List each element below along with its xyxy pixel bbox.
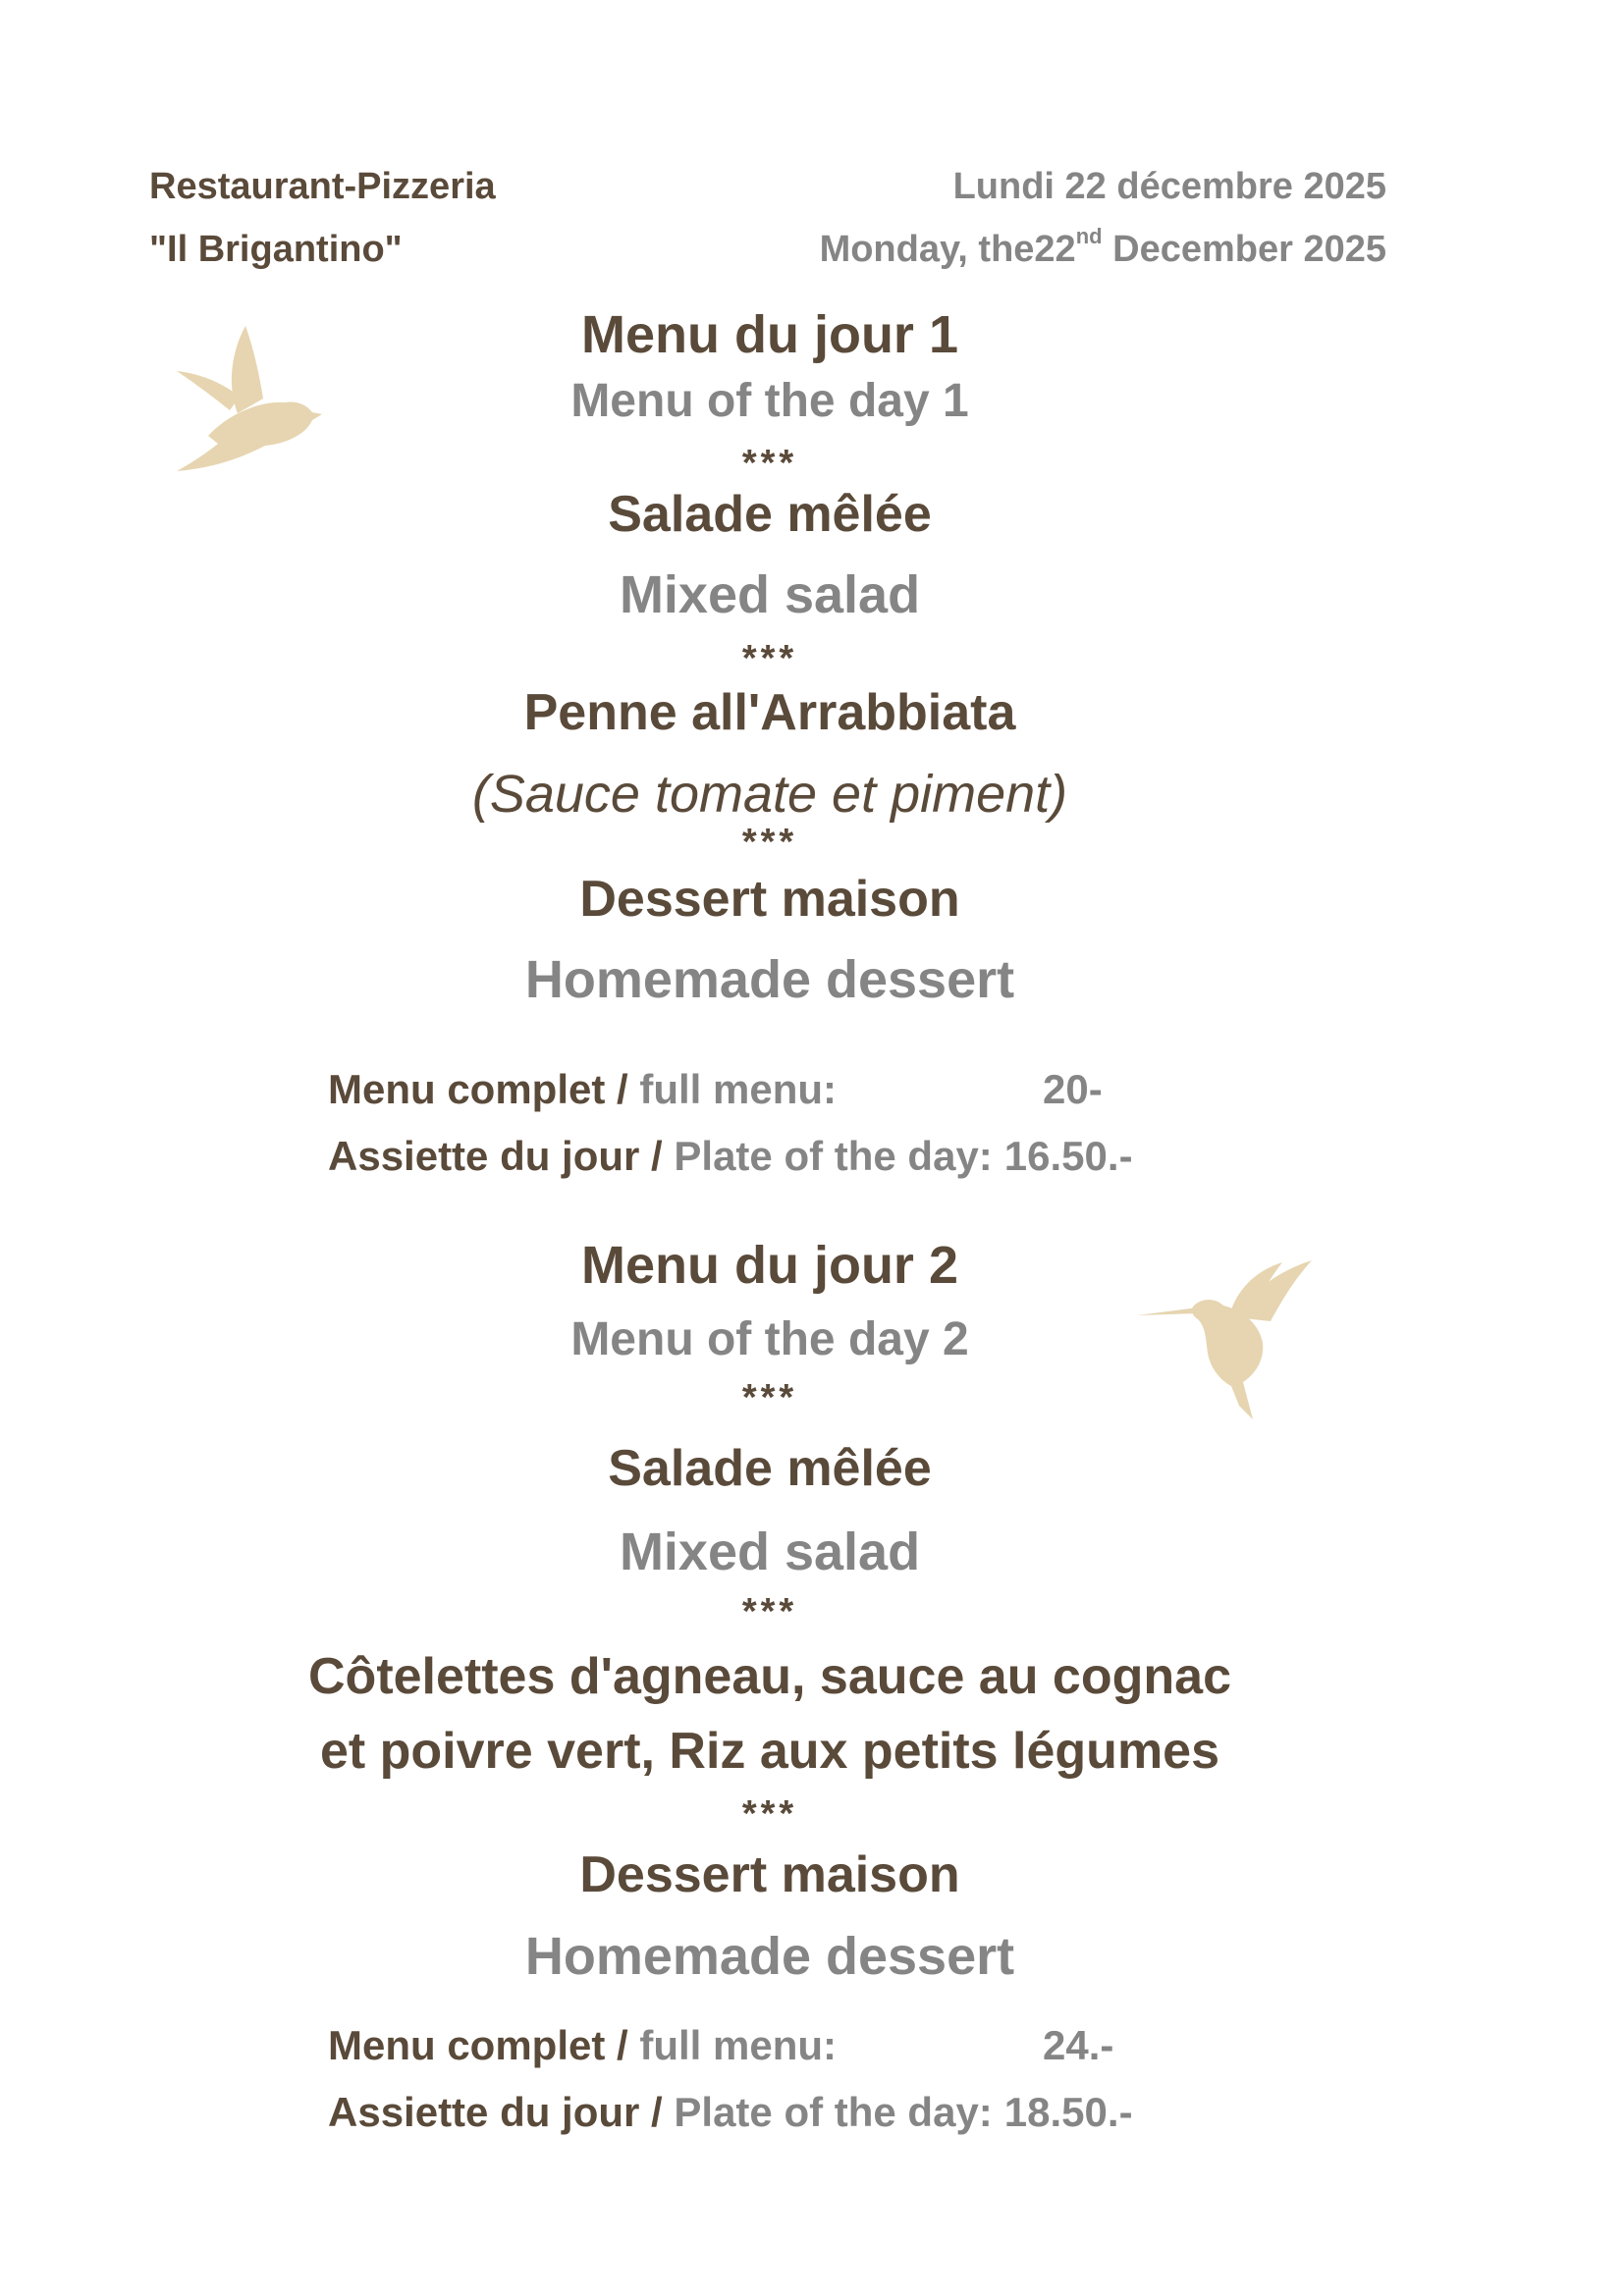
menu2-starter-en: Mixed salad — [619, 1522, 921, 1581]
menu2-subtitle: Menu of the day 2 — [570, 1313, 969, 1365]
restaurant-name-line2: "Il Brigantino" — [149, 229, 403, 270]
menu1-separator-1: *** — [741, 443, 798, 484]
menu-date — [820, 155, 1386, 281]
restaurant-name — [149, 155, 496, 281]
menu1-title: Menu du jour 1 — [581, 305, 958, 364]
menu1-dessert-en: Homemade dessert — [524, 950, 1015, 1009]
menu1-main-fr: Penne all'Arrabbiata — [523, 684, 1016, 741]
menu2-dessert-en: Homemade dessert — [524, 1927, 1015, 1986]
plate-label-en: Plate of the day: — [674, 2089, 993, 2135]
full-menu-label-en: full menu: — [639, 2022, 838, 2068]
menu2-separator-3: *** — [741, 1793, 798, 1835]
full-menu-label-en: full menu: — [639, 1066, 838, 1112]
menu1-full-menu-price-row — [328, 1062, 1103, 1117]
menu1-separator-2: *** — [741, 638, 798, 679]
plate-price: 16.50.- — [1003, 1133, 1133, 1179]
menu2-separator-1: *** — [741, 1377, 798, 1418]
menu2-separator-2: *** — [741, 1591, 798, 1632]
plate-label-en: Plate of the day: — [674, 1133, 993, 1179]
menu1-separator-3: *** — [741, 822, 798, 863]
date-english: Monday, the22nd December 2025 — [819, 224, 1386, 270]
menu2-dessert-fr: Dessert maison — [579, 1846, 960, 1903]
restaurant-name-line1: Restaurant-Pizzeria — [149, 166, 496, 207]
full-menu-price: 20- — [1043, 1066, 1103, 1112]
menu2-full-menu-price-row — [328, 2018, 1114, 2073]
menu2-starter-fr: Salade mêlée — [608, 1440, 932, 1497]
menu1-starter-en: Mixed salad — [619, 565, 921, 624]
menu1-plate-price-row — [328, 1129, 1133, 1184]
full-menu-price: 24.- — [1043, 2022, 1114, 2068]
menu1-subtitle: Menu of the day 1 — [570, 375, 969, 427]
full-menu-label-fr: Menu complet / — [328, 1066, 640, 1112]
plate-label-fr: Assiette du jour / — [328, 2089, 675, 2135]
plate-price: 18.50.- — [1003, 2089, 1133, 2135]
date-french: Lundi 22 décembre 2025 — [952, 166, 1386, 207]
menu1-starter-fr: Salade mêlée — [608, 486, 932, 543]
menu2-plate-price-row — [328, 2085, 1133, 2140]
menu2-main-fr-line1: Côtelettes d'agneau, sauce au cognac — [308, 1648, 1231, 1705]
menu1-main-description: (Sauce tomate et piment) — [471, 765, 1068, 824]
plate-label-fr: Assiette du jour / — [328, 1133, 675, 1179]
menu1-dessert-fr: Dessert maison — [579, 871, 960, 928]
menu2-main-fr-line2: et poivre vert, Riz aux petits légumes — [319, 1723, 1220, 1780]
menu2-title: Menu du jour 2 — [581, 1236, 958, 1295]
full-menu-label-fr: Menu complet / — [328, 2022, 640, 2068]
